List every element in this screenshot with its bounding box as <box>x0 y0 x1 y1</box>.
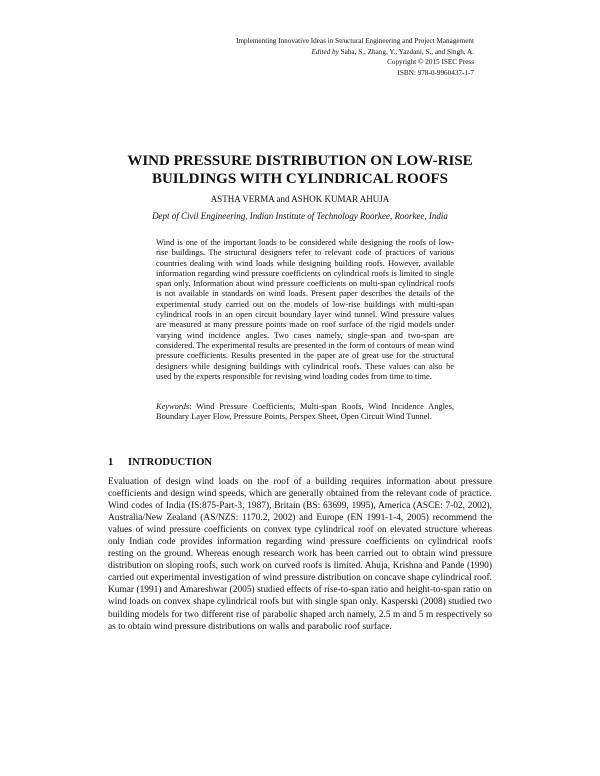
paper-title-line-2: BUILDINGS WITH CYLINDRICAL ROOFS <box>151 171 449 187</box>
section-title: INTRODUCTION <box>128 457 213 468</box>
section-heading <box>108 457 212 468</box>
header-isbn: ISBN: 978-0-9960437-1-7 <box>397 68 474 77</box>
keywords-text: : Wind Pressure Coefficients, Multi-span Roofs, Wind Incidence Angles, Boundary Layer Flow, Pressure Points, Perspex Sheet, Open Circuit Wind Tunnel. <box>156 402 454 422</box>
paper-title <box>0 152 600 188</box>
header-editors <box>236 47 474 58</box>
header-copyright: Copyright © 2015 ISEC Press <box>387 58 474 67</box>
abstract-text: Wind is one of the important loads to be considered while designing the roofs of low-rise buildings. The structural designers refer to relevant code of practices of various countries dealing with wind loads while designing building roofs. However, available information regarding wind pressure coefficients on cylindrical roofs is limited to single span only. Information about wind pressure coefficients on multi-span cylindrical roofs is not available in standards on wind loads. Present paper describes the details of the experimental study carried out on the models of low-rise buildings with multi-span cylindrical roofs in an open circuit boundary layer wind tunnel. Wind pressure values are measured at many pressure points made on roof surface of the rigid models under varying wind incidence angles. Two cases namely, single-span and two-span are considered. The experimental results are presented in the form of contours of mean wind pressure coefficients. Results presented in the paper are of great use for the structural designers while designing buildings with cylindrical roofs. These values can also be used by the experts responsible for revising wind loading codes from time to time. <box>156 238 454 381</box>
paper-affiliation: Dept of Civil Engineering, Indian Institute of Technology Roorkee, Roorkee, India <box>152 211 448 221</box>
introduction-paragraph: Evaluation of design wind loads on the roof of a building requires information about pressure coefficients and design wind speeds, which are generally obtained from the relevant code of practice. Wind codes of India (IS:875-Part-3, 1987), Britain (BS: 63699, 1995), America (ASCE: 7-02, 2002), Australia/New Zealand (AS/NZS: 1170.2, 2002) and Europe (EN 1991-1-4, 2005) recommend the values of wind pressure coefficients on convex type cylindrical roof on elevated structure whereas only Indian code provides information regarding wind pressure coefficients on cylindrical roofs resting on the ground. Whereas enough research work has been carried out to obtain wind pressure distribution on sloping roofs, such work on curved roofs is limited. Ahuja, Krishna and Pande (1990) carried out experimental investigation of wind pressure distribution on concave shape cylindrical roof. Kumar (1991) and Amareshwar (2005) studied effects of rise-to-span ratio and height-to-span ratio on wind loads on convex shape cylindrical roofs but with single span only. Kasperski (2008) studied two building models for two different rise of parabolic shaped arch namely, 2.5 m and 5 m respectively so as to obtain wind pressure distributions on walls and parabolic roof surface. <box>108 477 492 632</box>
paper-authors: ASTHA VERMA and ASHOK KUMAR AHUJA <box>210 194 390 204</box>
header-book-title: Implementing Innovative Ideas in Structural Engineering and Project Management <box>236 37 474 45</box>
keywords-label: Keywords <box>156 402 190 411</box>
paper-title-line-1: WIND PRESSURE DISTRIBUTION ON LOW-RISE <box>127 153 473 169</box>
publication-header <box>236 36 474 78</box>
header-editor-names: Saha, S., Zhang, Y., Yazdani, S., and Singh, A. <box>338 47 474 56</box>
header-edited-by: Edited by <box>311 47 339 56</box>
section-number: 1 <box>108 457 114 468</box>
keywords <box>156 402 454 423</box>
